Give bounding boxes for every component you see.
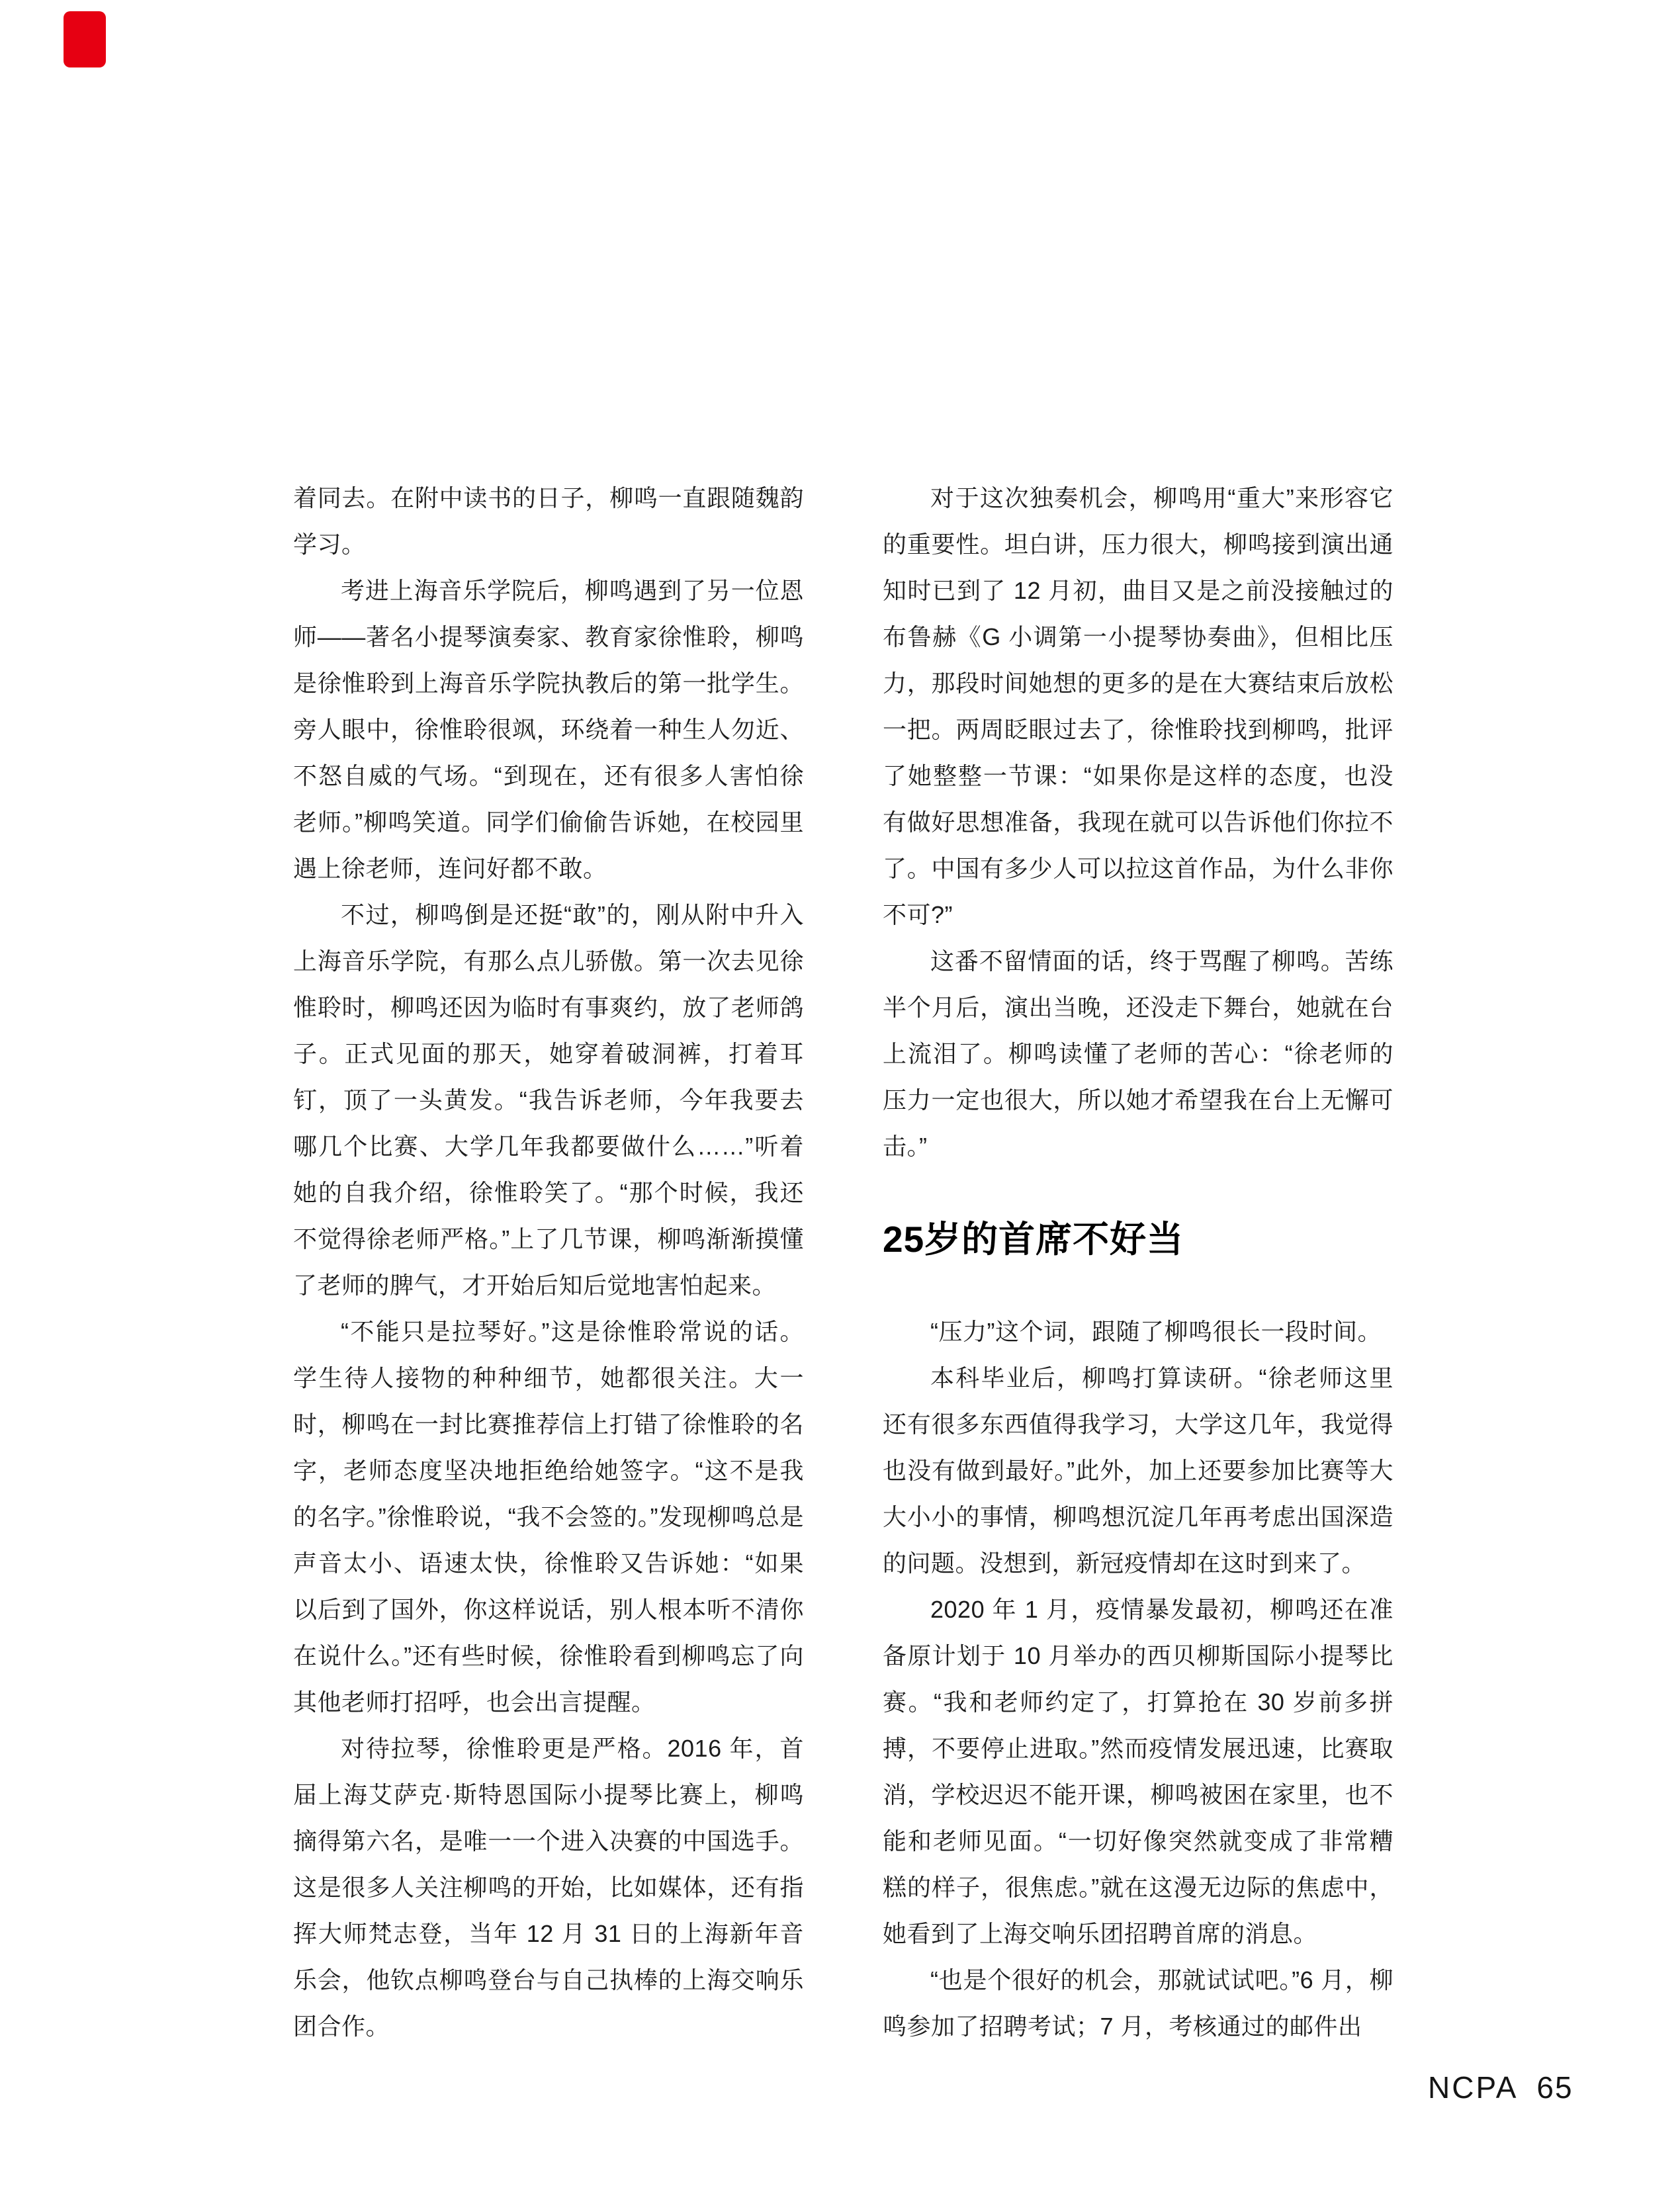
paragraph: 不过，柳鸣倒是还挺“敢”的，刚从附中升入上海音乐学院，有那么点儿骄傲。第一次去见徐惟聆时，柳鸣还因为临时有事爽约，放了老师鸽子。正式见面的那天，她穿着破洞裤，打着耳钉，顶了一头黄发。“我告诉老师，今年我要去哪几个比赛、大学几年我都要做什么……”听着她的自我介绍，徐惟聆笑了。“那个时候，我还不觉得徐老师严格。”上了几节课，柳鸣渐渐摸懂了老师的脾气，才开始后知后觉地害怕起来。: [293, 901, 804, 1299]
page-folio: [1428, 2070, 1573, 2105]
folio-page-number: 65: [1536, 2070, 1573, 2105]
paragraph: “压力”这个词，跟随了柳鸣很长一段时间。: [930, 1318, 1382, 1345]
section-heading: 25岁的首席不好当: [883, 1219, 1184, 1260]
red-page-marker: [64, 11, 106, 67]
paragraph: 着同去。在附中读书的日子，柳鸣一直跟随魏韵学习。: [293, 484, 804, 558]
paragraph: 2020 年 1 月，疫情暴发最初，柳鸣还在准备原计划于 10 月举办的西贝柳斯国际小提琴比赛。“我和老师约定了，打算抢在 30 岁前多拼搏，不要停止进取。”然而疫情发展迅速，比赛取消，学校迟迟不能开课，柳鸣被困在家里，也不能和老师见面。“一切好像突然就变成了非常糟糕的样子，很焦虑。”就在这漫无边际的焦虑中，她看到了上海交响乐团招聘首席的消息。: [883, 1596, 1393, 1947]
paragraph: “也是个很好的机会，那就试试吧。”6 月，柳鸣参加了招聘考试；7 月，考核通过的邮件出: [883, 1966, 1393, 2040]
paragraph: 考进上海音乐学院后，柳鸣遇到了另一位恩师——著名小提琴演奏家、教育家徐惟聆，柳鸣是徐惟聆到上海音乐学院执教后的第一批学生。旁人眼中，徐惟聆很飒，环绕着一种生人勿近、不怒自威的气场。“到现在，还有很多人害怕徐老师。”柳鸣笑道。同学们偷偷告诉她，在校园里遇上徐老师，连问好都不敢。: [293, 577, 804, 882]
paragraph: 这番不留情面的话，终于骂醒了柳鸣。苦练半个月后，演出当晚，还没走下舞台，她就在台上流泪了。柳鸣读懂了老师的苦心：“徐老师的压力一定也很大，所以她才希望我在台上无懈可击。”: [883, 947, 1393, 1160]
paragraph: 对于这次独奏机会，柳鸣用“重大”来形容它的重要性。坦白讲，压力很大，柳鸣接到演出通知时已到了 12 月初，曲目又是之前没接触过的布鲁赫《G 小调第一小提琴协奏曲》，但相比压力，那段时间她想的更多的是在大赛结束后放松一把。两周眨眼过去了，徐惟聆找到柳鸣，批评了她整整一节课：“如果你是这样的态度，也没有做好思想准备，我现在就可以告诉他们你拉不了。中国有多少人可以拉这首作品，为什么非你不可?”: [883, 484, 1393, 928]
paragraph: 本科毕业后，柳鸣打算读研。“徐老师这里还有很多东西值得我学习，大学这几年，我觉得也没有做到最好。”此外，加上还要参加比赛等大大小小的事情，柳鸣想沉淀几年再考虑出国深造的问题。没想到，新冠疫情却在这时到来了。: [883, 1364, 1393, 1577]
left-text-column: [293, 475, 804, 2050]
paragraph: “不能只是拉琴好。”这是徐惟聆常说的话。学生待人接物的种种细节，她都很关注。大一时，柳鸣在一封比赛推荐信上打错了徐惟聆的名字，老师态度坚决地拒绝给她签字。“这不是我的名字。”徐惟聆说，“我不会签的。”发现柳鸣总是声音太小、语速太快，徐惟聆又告诉她：“如果以后到了国外，你这样说话，别人根本听不清你在说什么。”还有些时候，徐惟聆看到柳鸣忘了向其他老师打招呼，也会出言提醒。: [293, 1318, 804, 1716]
folio-brand: NCPA: [1428, 2070, 1519, 2105]
right-text-column: [883, 475, 1393, 2050]
paragraph: 对待拉琴，徐惟聆更是严格。2016 年，首届上海艾萨克·斯特恩国际小提琴比赛上，柳鸣摘得第六名，是唯一一个进入决赛的中国选手。这是很多人关注柳鸣的开始，比如媒体，还有指挥大师梵志登，当年 12 月 31 日的上海新年音乐会，他钦点柳鸣登台与自己执棒的上海交响乐团合作。: [293, 1735, 804, 2040]
